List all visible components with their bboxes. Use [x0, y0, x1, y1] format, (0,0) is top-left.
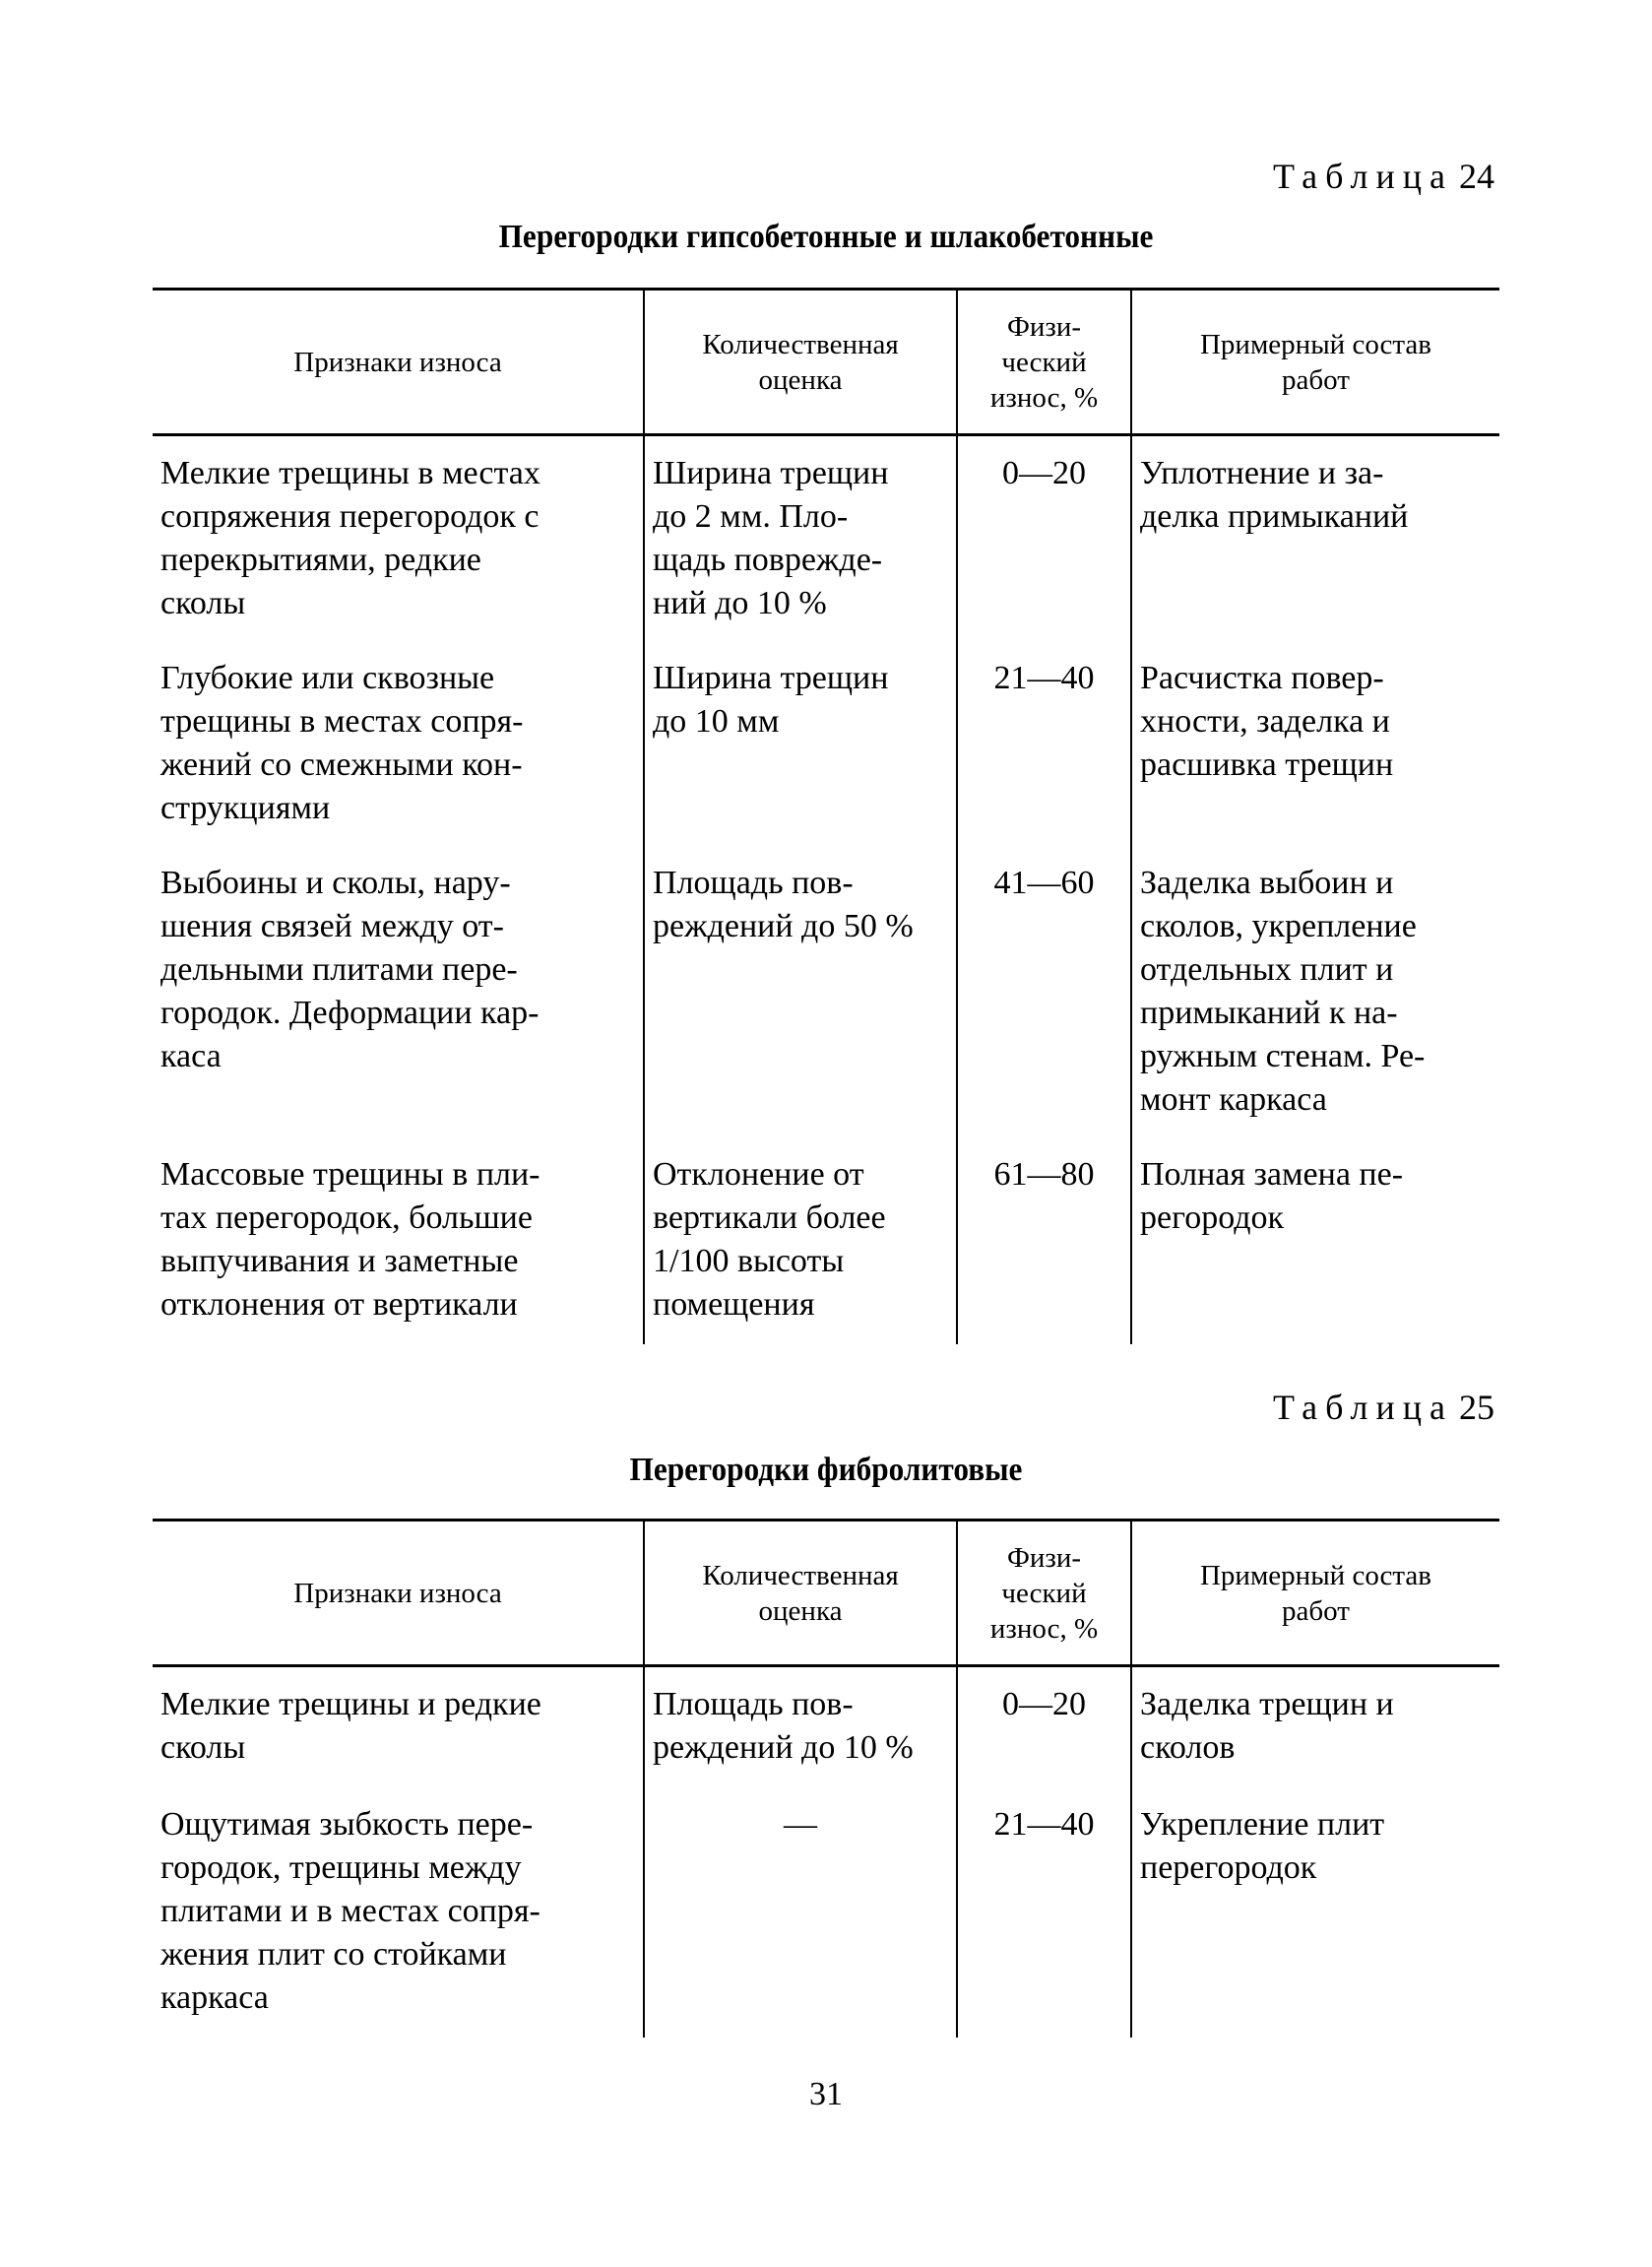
cell-works: Укрепление плит перегородок: [1131, 1789, 1499, 2038]
table-25-title: Перегородки фибролитовые: [629, 1452, 1023, 1488]
page-number: 31: [809, 2076, 843, 2112]
header-quantitative: Количественная оценка: [644, 290, 957, 435]
table-row: [153, 1666, 1499, 1790]
cell-wear-percent: 0—20: [957, 435, 1131, 644]
table-label-number: 24: [1459, 157, 1494, 196]
cell-signs: Выбоины и сколы, нару- шения связей между от- дельными плитами пере- городок. Деформации кар- каса: [160, 865, 540, 1074]
header-wear-percent: Физи- ческий износ, %: [957, 1521, 1131, 1666]
header-signs: Признаки износа: [153, 1521, 644, 1666]
cell-wear-percent: 41—60: [957, 848, 1131, 1139]
cell-signs: Глубокие или сквозные трещины в местах сопря- жений со смежными кон- струкциями: [160, 660, 524, 826]
cell-signs: Мелкие трещины в местах сопряжения перегородок с перекрытиями, редкие сколы: [160, 455, 540, 621]
cell-quantitative: —: [644, 1789, 957, 2038]
cell-works: Заделка выбоин и сколов, укрепление отдельных плит и примыканий к на- ружным стенам. Ре- монт каркаса: [1131, 848, 1499, 1139]
cell-works: Уплотнение и за- делка примыканий: [1131, 435, 1499, 644]
header-quantitative: Количественная оценка: [644, 1521, 957, 1666]
table-24-label: [1273, 156, 1494, 197]
cell-signs: Массовые трещины в пли- тах перегородок, большие выпучивания и заметные отклонения от вертикали: [160, 1156, 540, 1323]
cell-works: Расчистка повер- хности, заделка и расшивка трещин: [1131, 643, 1499, 848]
cell-quantitative: Отклонение от вертикали более 1/100 высоты помещения: [644, 1139, 957, 1344]
cell-signs: Ощутимая зыбкость пере- городок, трещины между плитами и в местах сопря- жения плит со стойками каркаса: [160, 1806, 540, 2016]
cell-wear-percent: 61—80: [957, 1139, 1131, 1344]
cell-works: Полная замена пе- регородок: [1131, 1139, 1499, 1344]
table-row: [153, 1139, 1499, 1344]
table-row: [153, 1789, 1499, 2038]
table-row: [153, 848, 1499, 1139]
table-label-word: Таблица: [1273, 1388, 1453, 1427]
cell-quantitative: Ширина трещин до 10 мм: [644, 643, 957, 848]
table-row: [153, 643, 1499, 848]
header-works: Примерный состав работ: [1131, 290, 1499, 435]
header-wear-percent: Физи- ческий износ, %: [957, 290, 1131, 435]
cell-wear-percent: 21—40: [957, 643, 1131, 848]
cell-wear-percent: 0—20: [957, 1666, 1131, 1790]
table-25: [153, 1519, 1499, 2038]
table-row: [153, 435, 1499, 644]
cell-works: Заделка трещин и сколов: [1131, 1666, 1499, 1790]
table-24: [153, 288, 1499, 1344]
header-signs: Признаки износа: [153, 290, 644, 435]
table-24-title: Перегородки гипсобетонные и шлакобетонные: [498, 219, 1154, 255]
cell-signs: Мелкие трещины и редкие сколы: [160, 1686, 541, 1766]
cell-quantitative: Ширина трещин до 2 мм. Пло- щадь поврежде- ний до 10 %: [644, 435, 957, 644]
header-works: Примерный состав работ: [1131, 1521, 1499, 1666]
cell-quantitative: Площадь пов- реждений до 10 %: [644, 1666, 957, 1790]
table-header-row: [153, 1521, 1499, 1666]
table-header-row: [153, 290, 1499, 435]
cell-wear-percent: 21—40: [957, 1789, 1131, 2038]
table-label-word: Таблица: [1273, 157, 1453, 196]
table-label-number: 25: [1459, 1388, 1494, 1427]
table-25-label: [1273, 1387, 1494, 1428]
cell-quantitative: Площадь пов- реждений до 50 %: [644, 848, 957, 1139]
